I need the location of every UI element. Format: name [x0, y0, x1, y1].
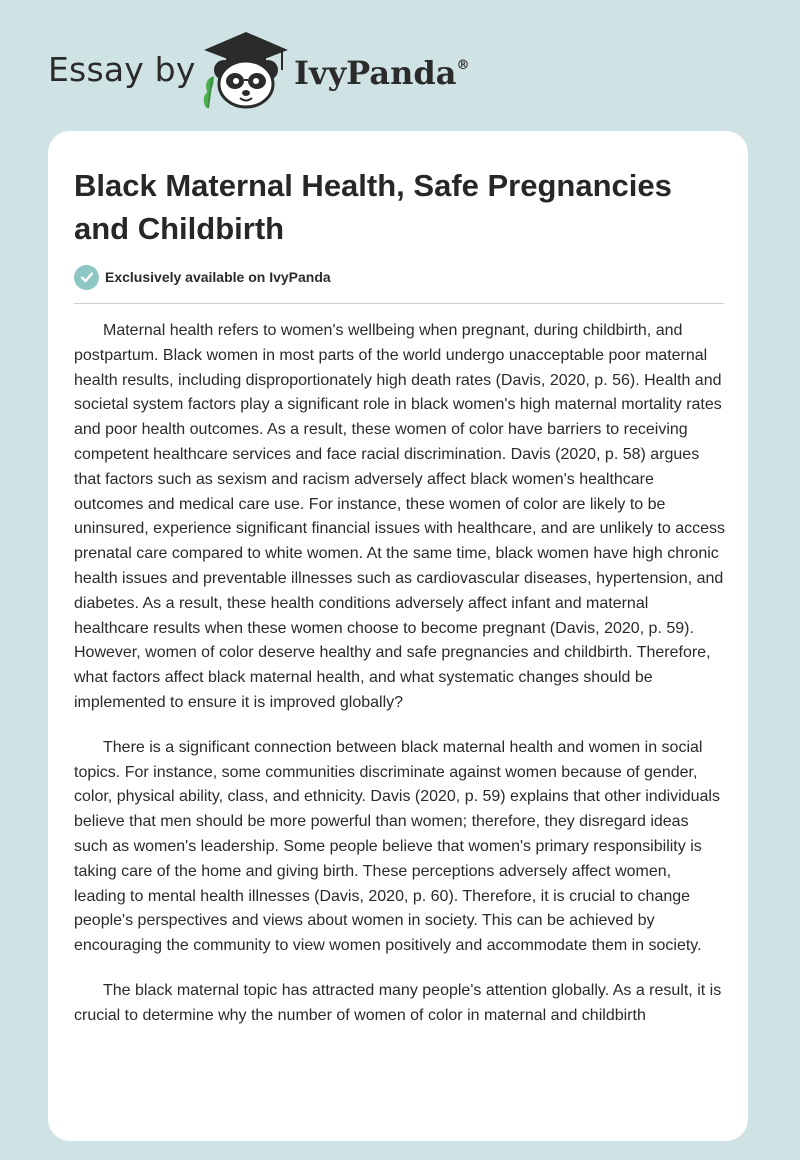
badge-label: Exclusively available on IvyPanda [105, 269, 331, 285]
registered-mark: ® [456, 58, 470, 73]
divider [74, 303, 724, 304]
check-icon [74, 265, 99, 290]
paragraph: The black maternal topic has attracted many people's attention globally. As a result, it is crucial to determine why the number of women of color in maternal and childbirth [74, 981, 722, 1024]
paragraph: Maternal health refers to women's wellbeing when pregnant, during childbirth, and postpartum. Black women in most parts of the world undergo unacceptable poor maternal health results, including disproportionately high death rates (Davis, 2020, p. 56). Health and societal system factors play a significant role in black women's high maternal mortality rates and poor health outcomes. As a result, these women of color have barriers to receiving competent healthcare services and face racial discrimination. Davis (2020, p. 58) argues that factors such as sexism and racism adversely affect black women's healthcare outcomes and medical care use. For instance, these women of color are likely to be uninsured, experience significant financial issues with healthcare, and are unlikely to access prenatal care compared to white women. At the same time, black women have high chronic health issues and preventable illnesses such as cardiovascular diseases, hypertension, and diabetes. As a result, these health conditions adversely affect infant and maternal healthcare results when these women choose to become pregnant (Davis, 2020, p. 59). However, women of color deserve healthy and safe pregnancies and childbirth. Therefore, what factors affect black maternal health, and what systematic changes should be implemented to ensure it is improved globally? [74, 322, 726, 711]
paragraph: There is a significant connection between black maternal health and women in social topics. For instance, some communities discriminate against women because of gender, color, physical ability, class, and ethnicity. Davis (2020, p. 59) explains that other individuals believe that men should be more powerful than women; therefore, they disregard ideas such as women's leadership. Some people believe that women's primary responsibility is taking care of the home and giving birth. These perceptions adversely affect women, leading to mental health illnesses (Davis, 2020, p. 60). Therefore, it is crucial to change people's perspectives and views about women in society. This can be achieved by encouraging the community to view women positively and accommodate them in society. [74, 738, 720, 955]
site-header [48, 30, 548, 110]
brand-name[interactable]: IvyPanda® [294, 54, 470, 92]
page-title: Black Maternal Health, Safe Pregnancies and Childbirth [74, 168, 672, 246]
essay-by-label: Essay by [48, 50, 196, 89]
essay-card [48, 131, 748, 1141]
exclusive-badge [74, 264, 331, 290]
essay-body [74, 319, 726, 1049]
panda-logo-icon[interactable] [200, 30, 292, 110]
